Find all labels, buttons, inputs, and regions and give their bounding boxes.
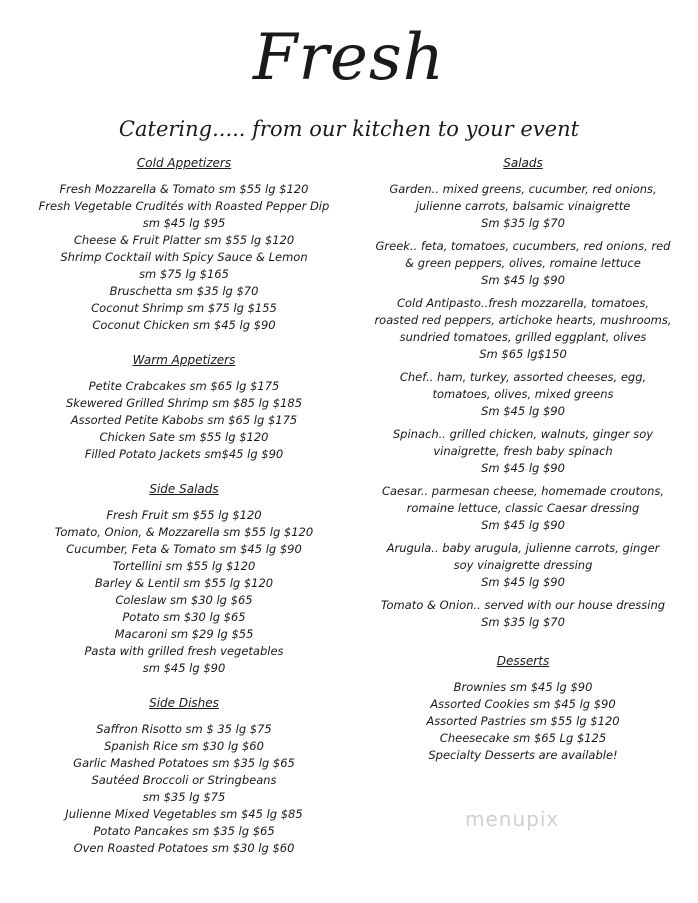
menu-line: Cold Antipasto..fresh mozzarella, tomatoes, [396, 296, 650, 310]
menu-line: Garden.. mixed greens, cucumber, red onions, [389, 182, 657, 196]
menu-line: Spanish Rice sm $30 lg $60 [104, 739, 264, 753]
menu-line: Arugula.. baby arugula, julienne carrots, ginger [386, 541, 660, 555]
warm-appetizers-title: Warm Appetizers [132, 353, 236, 367]
menu-line: Potato sm $30 lg $65 [122, 610, 246, 624]
menu-line: vinaigrette, fresh baby spinach [433, 444, 613, 458]
side-dishes-section [18, 695, 350, 857]
menu-line: Julienne Mixed Vegetables sm $45 lg $85 [65, 807, 303, 821]
salad-item-spinach [362, 426, 684, 477]
menu-line: Sm $45 lg $90 [481, 575, 565, 589]
menu-line: sm $45 lg $90 [142, 661, 226, 675]
menu-line: Cheesecake sm $65 Lg $125 [439, 731, 607, 745]
desserts-section [362, 653, 684, 764]
menu-line: Chicken Sate sm $55 lg $120 [99, 430, 269, 444]
menu-line: roasted red peppers, artichoke hearts, mushrooms, [374, 313, 672, 327]
menu-line: Cheese & Fruit Platter sm $55 lg $120 [73, 233, 295, 247]
salad-item-garden [362, 181, 684, 232]
menu-line: Garlic Mashed Potatoes sm $35 lg $65 [73, 756, 295, 770]
menu-line: Coconut Shrimp sm $75 lg $155 [91, 301, 277, 315]
cold-appetizers-title: Cold Appetizers [136, 156, 232, 170]
menu-line: Pasta with grilled fresh vegetables [84, 644, 284, 658]
menu-line: Sm $35 lg $70 [481, 615, 565, 629]
menu-line: Shrimp Cocktail with Spicy Sauce & Lemon [60, 250, 308, 264]
menu-line: Potato Pancakes sm $35 lg $65 [93, 824, 275, 838]
salad-item-arugula [362, 540, 684, 591]
menu-line: Assorted Petite Kabobs sm $65 lg $175 [70, 413, 298, 427]
menu-line: Saffron Risotto sm $ 35 lg $75 [96, 722, 272, 736]
menu-line: Tomato & Onion.. served with our house dressing [380, 598, 666, 612]
menu-line: Spinach.. grilled chicken, walnuts, ginger soy [392, 427, 654, 441]
salad-item-chef [362, 369, 684, 420]
menu-line: Brownies sm $45 lg $90 [453, 680, 593, 694]
menu-line: sm $75 lg $165 [139, 267, 229, 281]
menupix-watermark: menupix [465, 807, 560, 831]
menu-line: sm $35 lg $75 [142, 790, 226, 804]
menu-line: Caesar.. parmesan cheese, homemade croutons, [381, 484, 665, 498]
menu-line: sm $45 lg $95 [142, 216, 226, 230]
menu-line: romaine lettuce, classic Caesar dressing [406, 501, 640, 515]
menu-line: Coleslaw sm $30 lg $65 [115, 593, 253, 607]
cold-appetizers-section [18, 155, 350, 334]
menu-subtitle: Catering..... from our kitchen to your event [118, 117, 580, 141]
warm-appetizers-section [18, 352, 350, 463]
menu-line: Sm $35 lg $70 [481, 216, 565, 230]
menu-line: Greek.. feta, tomatoes, cucumbers, red onions, red [375, 239, 671, 253]
menu-line: Coconut Chicken sm $45 lg $90 [92, 318, 276, 332]
menu-line: Sm $65 lg$150 [479, 347, 567, 361]
menu-title: Fresh [253, 21, 445, 95]
menu-line: Cucumber, Feta & Tomato sm $45 lg $90 [66, 542, 302, 556]
desserts-title: Desserts [496, 654, 550, 668]
menu-line: julienne carrots, balsamic vinaigrette [415, 199, 631, 213]
right-column [362, 155, 684, 764]
menu-line: Fresh Mozzarella & Tomato sm $55 lg $120 [59, 182, 309, 196]
menu-line: Tortellini sm $55 lg $120 [112, 559, 256, 573]
salad-item-caesar [362, 483, 684, 534]
menu-line: Skewered Grilled Shrimp sm $85 lg $185 [65, 396, 303, 410]
menu-line: Fresh Vegetable Crudités with Roasted Pepper Dip [38, 199, 330, 213]
menu-line: Bruschetta sm $35 lg $70 [109, 284, 259, 298]
salad-item-tomato-onion [362, 597, 684, 631]
menu-line: Sm $45 lg $90 [481, 518, 565, 532]
menu-line: Macaroni sm $29 lg $55 [114, 627, 254, 641]
menu-line: Sm $45 lg $90 [481, 273, 565, 287]
menu-line: & green peppers, olives, romaine lettuce [405, 256, 641, 270]
salads-section [362, 155, 684, 631]
side-dishes-title: Side Dishes [149, 696, 219, 710]
menu-line: Filled Potato Jackets sm$45 lg $90 [84, 447, 284, 461]
salad-item-cold-antipasto [362, 295, 684, 363]
menu-line: Petite Crabcakes sm $65 lg $175 [88, 379, 280, 393]
menu-line: Oven Roasted Potatoes sm $30 lg $60 [73, 841, 295, 855]
menu-line: Chef.. ham, turkey, assorted cheeses, egg, [399, 370, 647, 384]
side-salads-title: Side Salads [149, 482, 219, 496]
salad-item-greek [362, 238, 684, 289]
menu-line: Assorted Pastries sm $55 lg $120 [426, 714, 620, 728]
menu-line: sundried tomatoes, grilled eggplant, olives [399, 330, 647, 344]
menu-line: Sm $45 lg $90 [481, 404, 565, 418]
left-column [18, 155, 350, 857]
menu-line: Barley & Lentil sm $55 lg $120 [94, 576, 274, 590]
menu-line: Sm $45 lg $90 [481, 461, 565, 475]
menu-line: soy vinaigrette dressing [453, 558, 593, 572]
menu-line: Fresh Fruit sm $55 lg $120 [106, 508, 262, 522]
side-salads-section [18, 481, 350, 677]
menu-line: Assorted Cookies sm $45 lg $90 [430, 697, 616, 711]
salads-title: Salads [503, 156, 543, 170]
menu-line: Tomato, Onion, & Mozzarella sm $55 lg $120 [54, 525, 314, 539]
menu-line: tomatoes, olives, mixed greens [432, 387, 614, 401]
menu-line: Sautéed Broccoli or Stringbeans [91, 773, 277, 787]
menu-line: Specialty Desserts are available! [428, 748, 618, 762]
